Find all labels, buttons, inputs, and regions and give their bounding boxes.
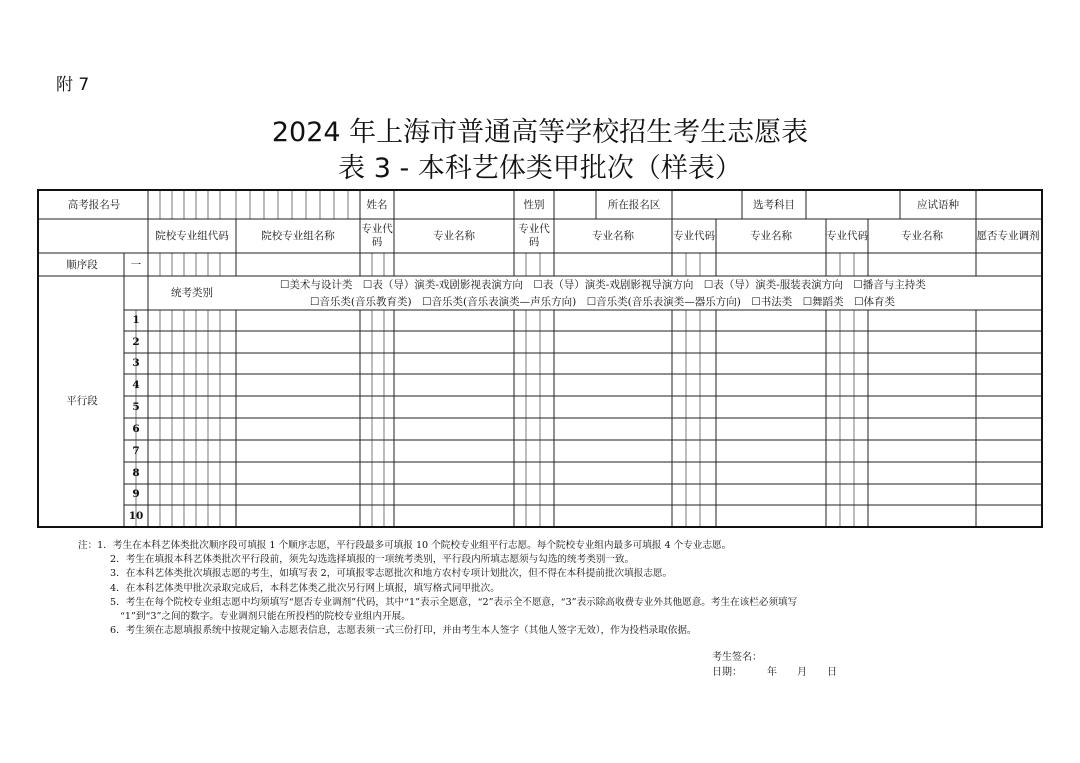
category-options-line2[interactable]: ☐音乐类(音乐教育类) ☐音乐类(音乐表演类—声乐方向) ☐音乐类(音乐表演类—器乐方向) ☐书法类 ☐舞蹈类 ☐体育类 xyxy=(310,296,896,308)
col-major-code-4: 专业代码 xyxy=(826,229,868,242)
date-label: 日期： 年 月 日 xyxy=(712,667,837,678)
col-adjust: 愿否专业调剂 xyxy=(976,229,1040,242)
parallel-row-number: 7 xyxy=(132,444,140,457)
col-group-code: 院校专业组代码 xyxy=(155,229,229,242)
subjects-input[interactable] xyxy=(806,192,900,218)
parallel-row-number: 2 xyxy=(132,335,140,348)
sequence-label: 顺序段 xyxy=(66,258,98,271)
exam-id-label: 高考报名号 xyxy=(67,198,121,211)
col-major-name-1: 专业名称 xyxy=(433,229,475,242)
gender-label: 性别 xyxy=(523,198,545,211)
exam-id-input[interactable] xyxy=(148,192,360,218)
parallel-row-number: 5 xyxy=(132,400,140,413)
parallel-row-number: 4 xyxy=(132,378,140,391)
signature-block xyxy=(712,650,837,680)
subjects-label: 选考科目 xyxy=(753,198,795,211)
name-label: 姓名 xyxy=(366,198,388,211)
parallel-row-number: 10 xyxy=(128,509,144,522)
col-major-name-4: 专业名称 xyxy=(901,229,943,242)
col-major-code-2: 专业代码 xyxy=(518,223,550,248)
parallel-row-number: 6 xyxy=(132,422,140,435)
form-title: 2024 年上海市普通高等学校招生考生志愿表 xyxy=(271,117,809,148)
parallel-row-number: 1 xyxy=(132,314,140,326)
category-label: 统考类别 xyxy=(171,286,213,299)
note-6: 6．考生须在志愿填报系统中按规定输入志愿表信息，志愿表须一式三份打印，并由考生本人签字（其他人签字无效），作为投档录取依据。 xyxy=(110,625,697,637)
parallel-row-number: 8 xyxy=(132,466,140,479)
parallel-row-number: 3 xyxy=(132,357,140,369)
district-label: 所在报名区 xyxy=(607,198,661,211)
col-major-code-3: 专业代码 xyxy=(673,229,715,242)
note-3: 3．在本科艺体类批次填报志愿的考生，如填写表 2，可填报零志愿批次和地方农村专项计划批次，但不得在本科提前批次填报志愿。 xyxy=(110,568,673,580)
note-5: 5．考生在每个院校专业组志愿中均须填写“愿否专业调剂”代码，其中“1”表示全愿意，“2”表示全不愿意，“3”表示除高收费专业外其他愿意。考生在该栏必须填写 xyxy=(110,596,798,608)
category-options-line1[interactable]: ☐美术与设计类 ☐表（导）演类-戏剧影视表演方向 ☐表（导）演类-戏剧影视导演方向 ☐表（导）演类-服装表演方向 ☐播音与主持类 xyxy=(280,279,926,291)
note-2: 2．考生在填报本科艺体类批次平行段前，须先勾选选择填报的一项统考类别，平行段内所填志愿须与勾选的统考类别一致。 xyxy=(110,554,635,566)
language-input[interactable] xyxy=(976,192,1040,218)
note-1: 注：1．考生在本科艺体类批次顺序段可填报 1 个顺序志愿，平行段最多可填报 10 个院校专业组平行志愿。每个院校专业组内最多可填报 4 个专业志愿。 xyxy=(78,540,732,551)
notes-section xyxy=(78,539,797,638)
sequence-index: 一 xyxy=(130,258,142,271)
gender-input[interactable] xyxy=(554,192,596,218)
note-5-cont: “1”到“3”之间的数字。专业调剂只能在所投档的院校专业组内开展。 xyxy=(120,611,411,623)
district-input[interactable] xyxy=(672,192,742,218)
language-label: 应试语种 xyxy=(917,198,959,211)
attachment-number: 附 7 xyxy=(56,75,90,95)
form-subtitle: 表 3 - 本科艺体类甲批次（样表） xyxy=(338,153,742,184)
note-4: 4．在本科艺体类甲批次录取完成后，本科艺体类乙批次另行网上填报，填写格式同甲批次。 xyxy=(110,582,500,594)
parallel-label: 平行段 xyxy=(66,394,98,407)
col-major-name-3: 专业名称 xyxy=(750,229,792,242)
col-major-code-1: 专业代码 xyxy=(361,223,393,248)
parallel-row-number: 9 xyxy=(132,488,140,500)
col-group-name: 院校专业组名称 xyxy=(261,229,335,242)
name-input[interactable] xyxy=(394,192,514,218)
signature-label: 考生签名： xyxy=(712,652,762,663)
col-major-name-2: 专业名称 xyxy=(592,229,634,242)
